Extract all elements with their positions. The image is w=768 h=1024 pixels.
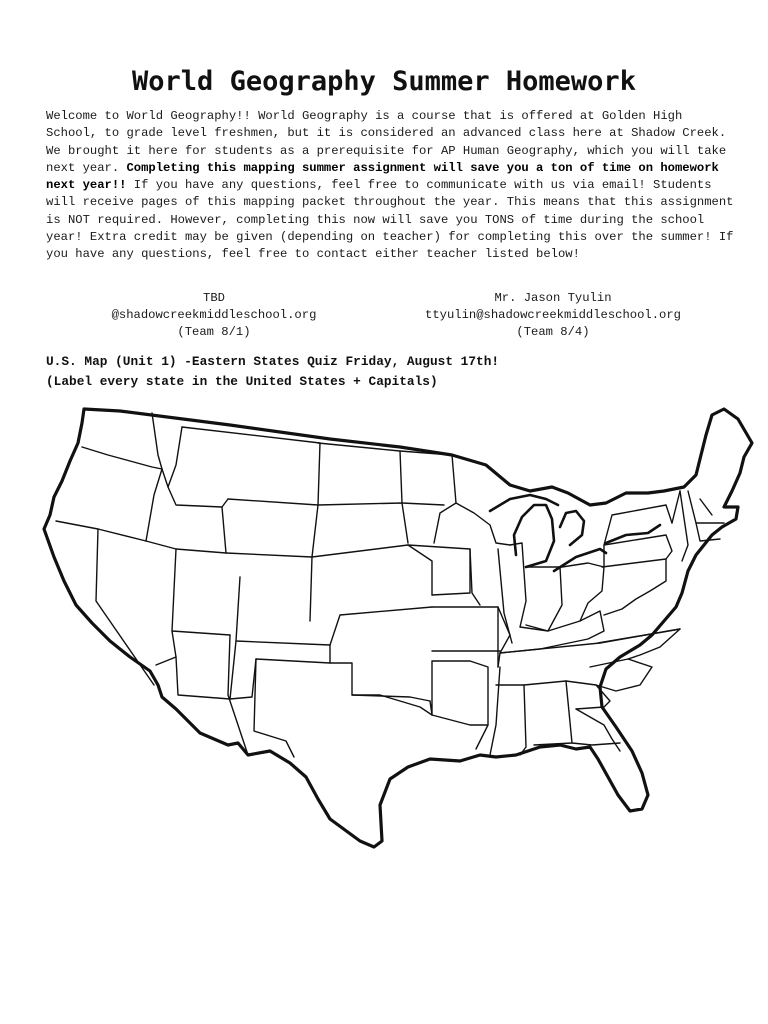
intro-bold-text: Completing this mapping summer assignment will save you a ton of time on homework next year!! [46,160,719,193]
intro-text-2: If you have any questions, feel free to communicate with us via email! Students will receive pages of this mapping packet throughout the year. This means that this assignment is NOT required. However, completing this now will save you TONS of time during the school year! Extra credit may be given (depending on teacher) for completing this over the summer! If you have any questions, feel free to contact either teacher listed below! [46,178,734,262]
us-national-border [44,409,752,847]
assignment-heading [46,352,736,392]
intro-paragraph [46,108,736,264]
teacher-contact-1 [84,290,344,341]
teacher-email: ttyulin@shadowcreekmiddleschool.org [425,308,681,322]
us-outline-map [0,395,768,875]
assignment-line-1: U.S. Map (Unit 1) -Eastern States Quiz Friday, August 17th! [46,354,500,369]
teacher-name: TBD [203,291,225,305]
teacher-team: (Team 8/1) [177,325,251,339]
teacher-email: @shadowcreekmiddleschool.org [111,308,317,322]
teacher-team: (Team 8/4) [516,325,590,339]
intro-text-1: Welcome to World Geography!! World Geography is a course that is offered at Golden High School, to grade level freshmen, but it is considered an advanced class here at Shadow Creek. We brought it here for students as a prerequisite for AP Human Geography, which you will take next year. [46,109,727,175]
page-title: World Geography Summer Homework [132,66,636,97]
teacher-name: Mr. Jason Tyulin [494,291,612,305]
teacher-contact-2 [423,290,683,341]
assignment-line-2: (Label every state in the United States + Capitals) [46,374,438,389]
